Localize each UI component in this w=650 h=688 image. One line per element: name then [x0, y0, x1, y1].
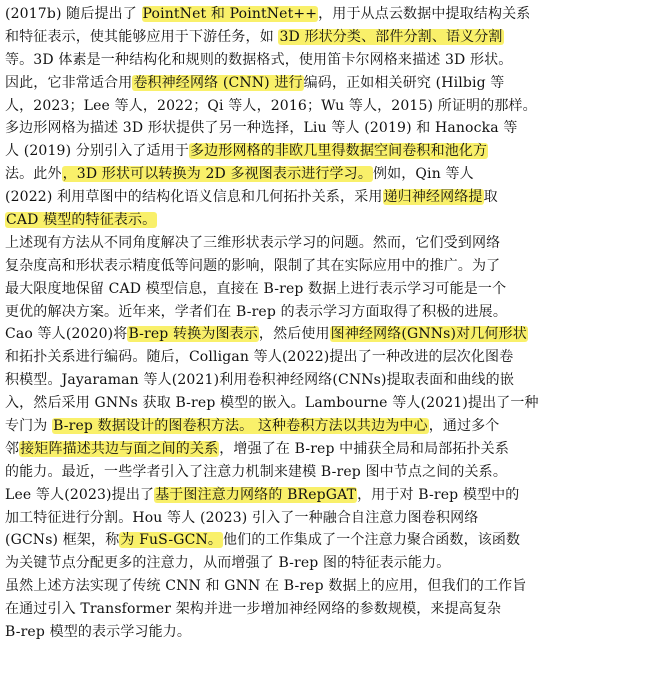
- text-segment: ，然后使用: [258, 326, 330, 343]
- highlighted-text: ，3D 形状可以转换为 2D 多视图表示进行学习。: [62, 166, 372, 183]
- text-line: [5, 575, 642, 598]
- text-segment: 虽然上述方法实现了传统 CNN 和 GNN 在 B-rep 数据上的应用，但我们的工作旨: [5, 578, 527, 595]
- text-line: [5, 598, 642, 621]
- text-line: [5, 232, 642, 255]
- text-segment: 人 (2019) 分别引入了适用于: [5, 143, 190, 160]
- highlighted-text: 图神经网络(GNNs)对几何形状: [330, 326, 527, 343]
- text-line: [5, 461, 642, 484]
- highlighted-text: B-rep 转换为图表示: [128, 326, 258, 343]
- text-segment: 人，2023；Lee 等人，2022；Qi 等人，2016；Wu 等人，2015) 所证明的那样。: [5, 97, 537, 114]
- text-segment: 为关键节点分配更多的注意力，从而增强了 B-rep 图的特征表示能力。: [5, 555, 451, 572]
- text-segment: Cao 等人(2020)将: [5, 326, 128, 343]
- text-segment: 他们的工作集成了一个注意力聚合函数，该函数: [223, 532, 521, 549]
- text-segment: (GCNs) 框架，称: [5, 532, 120, 549]
- text-line: [5, 95, 642, 118]
- highlighted-text: 3D 形状分类、部件分割、语义分割: [279, 28, 503, 45]
- text-segment: 加工特征进行分割。Hou 等人 (2023) 引入了一种融合自注意力图卷积网络: [5, 509, 479, 526]
- text-segment: 和拓扑关系进行编码。随后，Colligan 等人(2022)提出了一种改进的层次化图卷: [5, 349, 514, 366]
- text-segment: 因此，它非常适合用: [5, 74, 133, 91]
- text-segment: ，通过多个: [428, 418, 500, 435]
- text-line: [5, 438, 642, 461]
- text-line: [5, 301, 642, 324]
- text-line: [5, 186, 642, 209]
- paragraph-brep-methods: [5, 232, 642, 575]
- text-segment: 复杂度高和形状表示精度低等问题的影响，限制了其在实际应用中的推广。为了: [5, 257, 501, 274]
- text-line: [5, 346, 642, 369]
- text-line: [5, 529, 642, 552]
- text-segment: (2017b) 随后提出了: [5, 6, 142, 22]
- text-segment: 最大限度地保留 CAD 模型信息，直接在 B-rep 数据上进行表示学习可能是一个: [5, 280, 507, 297]
- text-line: [5, 72, 642, 95]
- text-segment: 例如，Qin 等人: [372, 166, 474, 183]
- text-line: [5, 415, 642, 438]
- highlighted-text: 为 FuS-GCN。: [120, 532, 223, 549]
- text-line: [5, 552, 642, 575]
- text-segment: 法。此外: [5, 166, 62, 183]
- text-segment: 多边形网格为描述 3D 形状提供了另一种选择，Liu 等人 (2019) 和 Hanocka 等: [5, 120, 518, 137]
- text-line: [5, 3, 642, 26]
- text-line: [5, 117, 642, 140]
- text-segment: 编码，正如相关研究 (Hilbig 等: [303, 74, 505, 91]
- text-segment: Lee 等人(2023)提出了: [5, 486, 155, 503]
- paragraph-our-work: [5, 575, 642, 644]
- highlighted-text: 卷积神经网络 (CNN) 进行: [133, 74, 303, 91]
- text-line: [5, 278, 642, 301]
- text-line: [5, 209, 642, 232]
- text-segment: 的能力。最近，一些学者引入了注意力机制来建模 B-rep 图中节点之间的关系。: [5, 463, 507, 480]
- text-segment: ，用于从点云数据中提取结构关系: [318, 6, 531, 22]
- text-line: [5, 392, 642, 415]
- highlighted-text: B-rep 数据设计的图卷积方法。 这种卷积方法以共边为中心: [53, 418, 428, 435]
- highlighted-text: 基于图注意力网络的 BRepGAT: [155, 486, 357, 503]
- text-segment: 上述现有方法从不同角度解决了三维形状表示学习的问题。然而，它们受到网络: [5, 234, 501, 251]
- text-segment: 取: [483, 189, 498, 206]
- text-segment: 邻: [5, 440, 20, 457]
- text-line: [5, 323, 642, 346]
- text-line: [5, 484, 642, 507]
- text-segment: (2022) 利用草图中的结构化语义信息和几何拓扑关系，采用: [5, 189, 383, 206]
- text-segment: 等。3D 体素是一种结构化和规则的数据格式，使用笛卡尔网格来描述 3D 形状。: [5, 51, 513, 68]
- text-line: [5, 369, 642, 392]
- text-line: [5, 163, 642, 186]
- highlighted-text: CAD 模型的特征表示。: [6, 212, 157, 229]
- text-segment: 和特征表示，使其能够应用于下游任务，如: [5, 28, 279, 45]
- highlighted-text: 递归神经网络提: [383, 189, 483, 206]
- text-segment: 专门为: [5, 418, 53, 435]
- highlighted-text: 接矩阵描述共边与面之间的关系: [20, 440, 219, 457]
- text-line: [5, 621, 642, 644]
- text-line: [5, 26, 642, 49]
- text-segment: ，用于对 B-rep 模型中的: [357, 486, 520, 503]
- text-segment: ，增强了在 B-rep 中捕获全局和局部拓扑关系: [219, 440, 509, 457]
- paragraph-related-work-shapes: [5, 3, 642, 232]
- text-line: [5, 507, 642, 530]
- text-segment: 积模型。Jayaraman 等人(2021)利用卷积神经网络(CNNs)提取表面和曲线的嵌: [5, 372, 514, 389]
- highlighted-text: PointNet 和 PointNet++: [142, 6, 318, 22]
- text-line: [5, 49, 642, 72]
- text-line: [5, 140, 642, 163]
- text-line: [5, 255, 642, 278]
- text-segment: 更优的解决方案。近年来，学者们在 B-rep 的表示学习方面取得了积极的进展。: [5, 303, 507, 320]
- highlighted-text: 多边形网格的非欧几里得数据空间卷积和池化方: [190, 143, 488, 160]
- text-segment: B-rep 模型的表示学习能力。: [5, 624, 192, 641]
- text-segment: 入，然后采用 GNNs 获取 B-rep 模型的嵌入。Lambourne 等人(2021)提出了一种: [5, 395, 539, 412]
- text-segment: 在通过引入 Transformer 架构并进一步增加神经网络的参数规模，来提高复杂: [5, 601, 502, 618]
